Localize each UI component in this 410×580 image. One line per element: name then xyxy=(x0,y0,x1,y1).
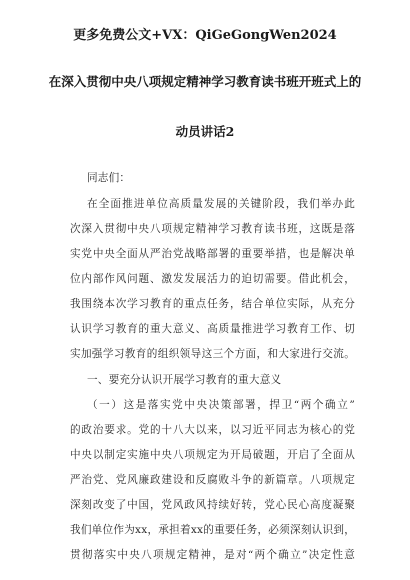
body-line: 次深入贯彻中央八项规定精神学习教育读书班，这既是落 xyxy=(70,223,355,235)
body-line: 认识学习教育的重大意义、高质量推进学习教育工作、切 xyxy=(70,323,355,335)
document-title-line-1: 在深入贯彻中央八项规定精神学习教育读书班开班式上的 xyxy=(48,74,362,89)
body-line: 实党中央全面从严治党战略部署的重要举措，也是解决单 xyxy=(70,248,355,260)
watermark-text: 更多免费公文+VX：QiGeGongWen2024 xyxy=(73,28,337,43)
section-heading: 一、要充分认识开展学习教育的重大意义 xyxy=(87,374,282,386)
body-line: 中央以制定实施中央八项规定为开局破题，开启了全面从 xyxy=(70,449,355,461)
body-line: 深刻改变了中国，党风政风持续好转，党心民心高度凝聚 xyxy=(70,499,355,511)
body-line: 在全面推进单位高质量发展的关键阶段，我们举办此 xyxy=(87,198,355,210)
body-line: 的政治要求。党的十八大以来，以习近平同志为核心的党 xyxy=(70,424,355,436)
body-line: 贯彻落实中央八项规定精神，是对“两个确立”决定性意 xyxy=(70,549,355,561)
salutation: 同志们： xyxy=(87,172,131,184)
body-line: 实加强学习教育的组织领导这三个方面，和大家进行交流。 xyxy=(70,348,355,360)
body-line: （一）这是落实党中央决策部署，捍卫“两个确立” xyxy=(87,399,355,411)
body-line: 我们单位作为xx，承担着xx的重要任务，必须深刻认识到， xyxy=(70,524,355,536)
body-line: 严治党、党风廉政建设和反腐败斗争的新篇章。八项规定 xyxy=(70,474,355,486)
body-line: 位内部作风问题、激发发展活力的迫切需要。借此机会， xyxy=(70,273,355,285)
body-line: 我围绕本次学习教育的重点任务，结合单位实际，从充分 xyxy=(70,298,355,310)
document-title-line-2: 动员讲话2 xyxy=(175,124,235,139)
